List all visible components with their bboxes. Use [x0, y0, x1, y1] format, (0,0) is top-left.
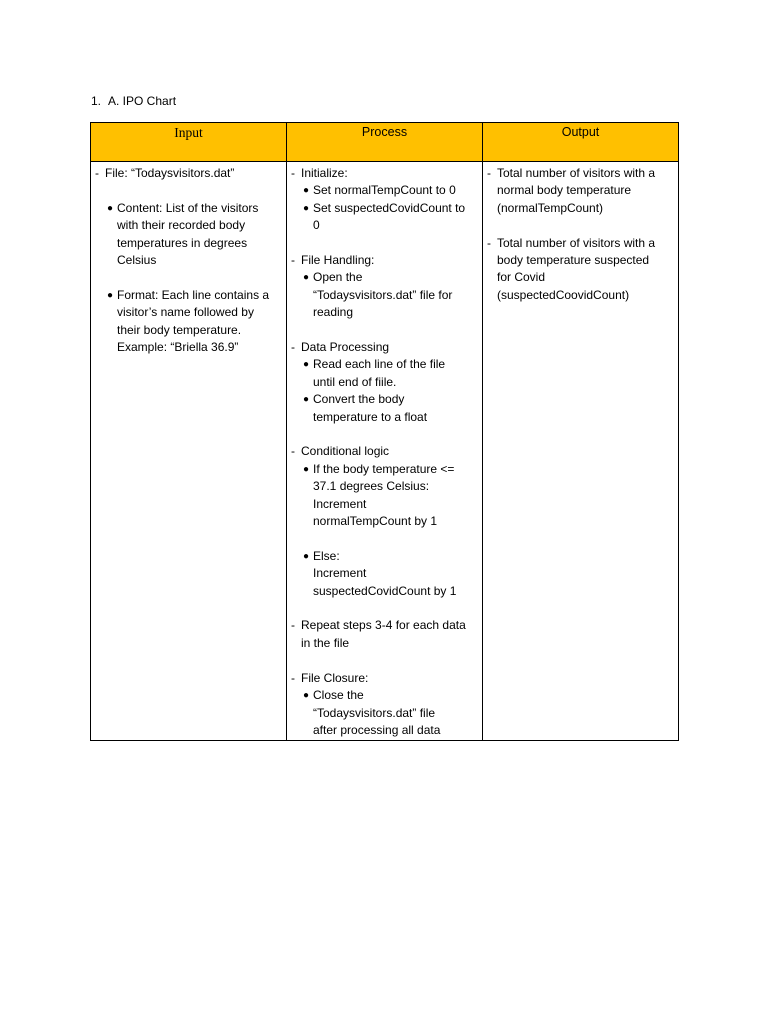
- process-initialize-bullet: [291, 182, 476, 199]
- dash-marker: -: [291, 444, 295, 459]
- process-conditional-bullet: [291, 548, 476, 600]
- input-cell: [91, 162, 287, 741]
- process-closure: [291, 670, 476, 687]
- output-line: (normalTempCount): [497, 200, 604, 215]
- process-line: after processing all data: [313, 722, 441, 737]
- input-content-line: Content: List of the visitors: [117, 200, 259, 215]
- dash-marker: -: [487, 166, 491, 180]
- input-content-item: [95, 200, 280, 270]
- dash-marker: -: [291, 670, 295, 685]
- output-line: body temperature suspected: [497, 253, 650, 268]
- input-format-line: Format: Each line contains a: [117, 287, 270, 302]
- bullet-marker: ●: [303, 359, 310, 371]
- input-content-line: Celsius: [117, 253, 157, 268]
- process-conditional-bullet: [291, 461, 476, 531]
- process-initialize-bullet: [291, 200, 476, 235]
- bullet-marker: ●: [107, 202, 114, 214]
- process-data-processing-title: Data Processing: [301, 340, 390, 355]
- process-line: normalTempCount by 1: [313, 514, 438, 529]
- input-format-line: Example: “Briella 36.9”: [117, 340, 239, 355]
- output-line: Total number of visitors with a: [497, 166, 656, 180]
- bullet-marker: ●: [303, 550, 310, 562]
- header-output: Output: [483, 123, 679, 162]
- process-line: “Todaysvisitors.dat” file for: [313, 287, 453, 302]
- process-conditional-title: Conditional logic: [301, 444, 390, 459]
- input-content-line: with their recorded body: [117, 218, 246, 233]
- input-file-text: File: “Todaysvisitors.dat”: [105, 166, 235, 180]
- process-line: 37.1 degrees Celsius:: [313, 479, 430, 494]
- dash-marker: -: [291, 618, 295, 633]
- output-cell: [483, 162, 679, 741]
- dash-marker: -: [291, 253, 295, 268]
- header-input: Input: [91, 123, 287, 162]
- process-line: Set normalTempCount to 0: [313, 183, 456, 198]
- bullet-marker: ●: [303, 202, 310, 214]
- process-line: Read each line of the file: [313, 357, 446, 372]
- dash-marker: -: [95, 166, 99, 180]
- output-line: normal body temperature: [497, 183, 632, 198]
- table-header-row: [91, 123, 679, 162]
- process-line: reading: [313, 305, 354, 320]
- header-process: Process: [287, 123, 483, 162]
- input-file-item: [95, 165, 280, 182]
- bullet-marker: ●: [303, 463, 310, 475]
- output-item-normal: [487, 165, 672, 217]
- heading-text: A. IPO Chart: [108, 94, 177, 108]
- input-format-item: [95, 287, 280, 357]
- output-line: (suspectedCoovidCount): [497, 287, 630, 302]
- table-body-row: [91, 162, 679, 741]
- input-format-line: visitor’s name followed by: [117, 305, 254, 320]
- process-line: Increment: [313, 566, 367, 581]
- process-line: suspectedCovidCount by 1: [313, 583, 457, 598]
- process-line: in the file: [301, 635, 350, 650]
- bullet-marker: ●: [303, 272, 310, 284]
- heading-number: 1.: [91, 94, 102, 108]
- process-data-processing-bullet: [291, 356, 476, 391]
- process-line: Close the: [313, 688, 364, 703]
- process-closure-bullet: [291, 687, 476, 739]
- process-initialize: [291, 165, 476, 182]
- output-item-suspected: [487, 235, 672, 305]
- process-repeat: [291, 617, 476, 652]
- process-line: If the body temperature <=: [313, 461, 455, 476]
- process-line: Else:: [313, 548, 340, 563]
- bullet-marker: ●: [303, 185, 310, 197]
- process-line: temperature to a float: [313, 409, 428, 424]
- ipo-chart-table: [90, 122, 679, 741]
- process-line: “Todaysvisitors.dat” file: [313, 705, 436, 720]
- process-line: Set suspectedCovidCount to: [313, 200, 466, 215]
- process-conditional: [291, 443, 476, 460]
- process-line: Open the: [313, 270, 363, 285]
- process-cell: [287, 162, 483, 741]
- process-data-processing: [291, 339, 476, 356]
- process-line: Convert the body: [313, 392, 405, 407]
- dash-marker: -: [487, 235, 491, 250]
- bullet-marker: ●: [107, 289, 114, 301]
- bullet-marker: ●: [303, 690, 310, 702]
- process-line: 0: [313, 218, 320, 233]
- process-initialize-title: Initialize:: [301, 166, 348, 180]
- dash-marker: -: [291, 166, 295, 180]
- process-file-handling-title: File Handling:: [301, 253, 375, 268]
- process-file-handling: [291, 252, 476, 269]
- process-line: Repeat steps 3-4 for each data: [301, 618, 466, 633]
- input-format-line: their body temperature.: [117, 322, 242, 337]
- process-closure-title: File Closure:: [301, 670, 369, 685]
- process-data-processing-bullet: [291, 391, 476, 426]
- dash-marker: -: [291, 340, 295, 355]
- input-content-line: temperatures in degrees: [117, 235, 248, 250]
- process-file-handling-bullet: [291, 269, 476, 321]
- output-line: Total number of visitors with a: [497, 235, 656, 250]
- process-line: until end of fiile.: [313, 374, 397, 389]
- output-line: for Covid: [497, 270, 546, 285]
- page-heading: [91, 94, 176, 108]
- process-line: Increment: [313, 496, 367, 511]
- bullet-marker: ●: [303, 394, 310, 406]
